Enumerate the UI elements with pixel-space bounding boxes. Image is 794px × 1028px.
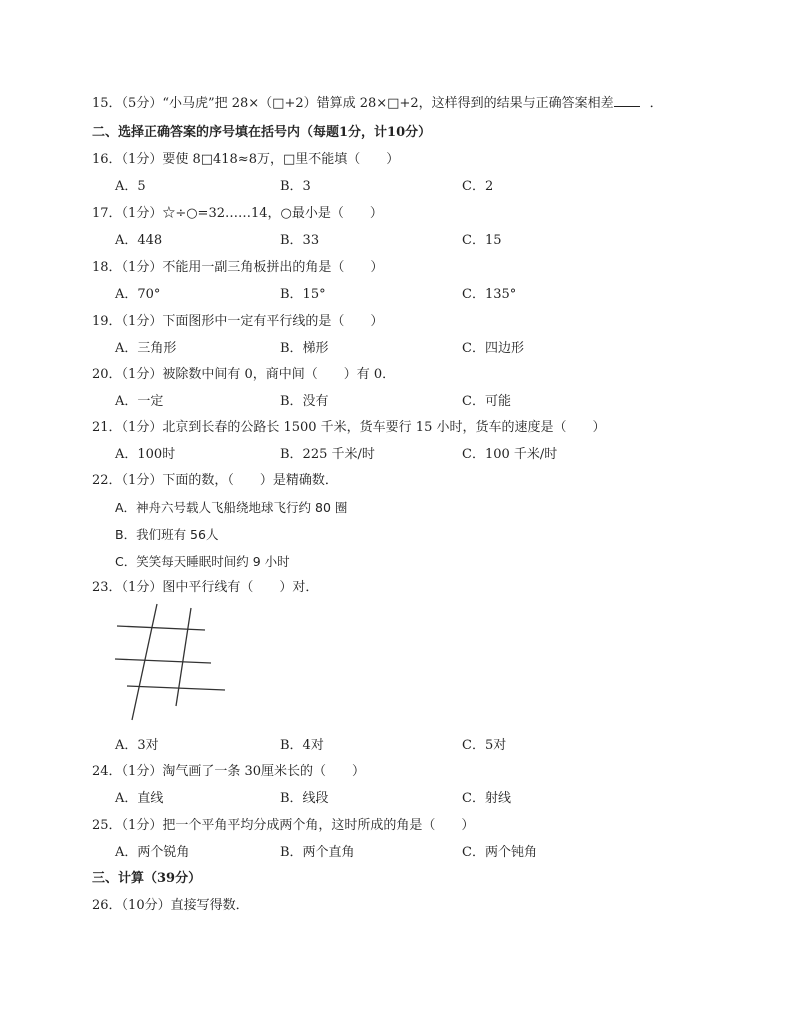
horizontal-line-2 <box>115 659 211 663</box>
question-18-option-c: C．135° <box>462 287 517 302</box>
question-24-option-c: C．射线 <box>462 791 511 806</box>
question-24-option-b: B．线段 <box>280 791 329 806</box>
question-22-stem: 22．（1分）下面的数，（ ）是精确数． <box>92 473 338 488</box>
question-24-stem: 24．（1分）淘气画了一条 30厘米长的（ ） <box>92 764 365 779</box>
question-20-option-a: A．一定 <box>115 394 164 409</box>
question-20-option-b: B．没有 <box>280 394 329 409</box>
question-21-option-a: A．100时 <box>115 447 176 462</box>
question-25-stem: 25．（1分）把一个平角平均分成两个角，这时所成的角是（ ） <box>92 818 475 833</box>
question-15-text: 15．（5分）“小马虎”把 28×（□+2）错算成 28×□+2，这样得到的结果与正确答案相差 <box>92 96 614 111</box>
parallel-lines-figure <box>105 602 235 727</box>
question-21-option-b: B．225 千米/时 <box>280 447 375 462</box>
question-22-option-b: B．我们班有 56人 <box>115 527 219 542</box>
question-16-option-a: A．5 <box>115 179 146 194</box>
question-21-stem: 21．（1分）北京到长春的公路长 1500 千米，货车要行 15 小时，货车的速度是（ ） <box>92 420 606 435</box>
question-17-option-b: B．33 <box>280 233 320 248</box>
question-25-option-a: A．两个锐角 <box>115 845 190 860</box>
question-17-option-c: C．15 <box>462 233 502 248</box>
question-17-option-a: A．448 <box>115 233 163 248</box>
question-22-option-a: A．神舟六号载人飞船绕地球飞行约 80 圈 <box>115 500 348 515</box>
question-18-option-b: B．15° <box>280 287 326 302</box>
question-20-stem: 20．（1分）被除数中间有 0，商中间（ ）有 0． <box>92 367 396 382</box>
question-17-stem: 17．（1分）☆÷○=32……14，○最小是（ ） <box>92 206 383 221</box>
question-19-option-a: A．三角形 <box>115 341 177 356</box>
question-16-option-b: B．3 <box>280 179 311 194</box>
question-23-option-b: B．4对 <box>280 738 324 753</box>
question-24-option-a: A．直线 <box>115 791 164 806</box>
question-16-stem: 16．（1分）要使 8□418≈8万，□里不能填（ ） <box>92 152 400 167</box>
question-22-option-c: C．笑笑每天睡眠时间约 9 小时 <box>115 554 290 569</box>
question-18-stem: 18．（1分）不能用一副三角板拼出的角是（ ） <box>92 260 384 275</box>
question-15 <box>92 93 663 113</box>
slanted-line-1 <box>132 604 157 720</box>
question-26-stem: 26．（10分）直接写得数． <box>92 898 249 913</box>
question-19-option-c: C．四边形 <box>462 341 524 356</box>
question-20-option-c: C．可能 <box>462 394 511 409</box>
section-3-heading: 三、计算（39分） <box>92 871 202 886</box>
question-19-option-b: B．梯形 <box>280 341 329 356</box>
question-25-option-c: C．两个钝角 <box>462 845 537 860</box>
question-25-option-b: B．两个直角 <box>280 845 355 860</box>
question-21-option-c: C．100 千米/时 <box>462 447 558 462</box>
question-23-option-a: A．3对 <box>115 738 159 753</box>
section-2-heading: 二、选择正确答案的序号填在括号内（每题1分，计10分） <box>92 125 432 140</box>
question-23-stem: 23．（1分）图中平行线有（ ）对． <box>92 580 319 595</box>
question-23-option-c: C．5对 <box>462 738 507 753</box>
question-19-stem: 19．（1分）下面图形中一定有平行线的是（ ） <box>92 314 384 329</box>
question-15-end: ． <box>649 96 663 111</box>
question-16-option-c: C．2 <box>462 179 494 194</box>
answer-blank <box>614 93 640 107</box>
slanted-line-2 <box>176 608 191 706</box>
horizontal-line-3 <box>127 686 225 690</box>
question-18-option-a: A．70° <box>115 287 161 302</box>
horizontal-line-1 <box>117 626 205 630</box>
